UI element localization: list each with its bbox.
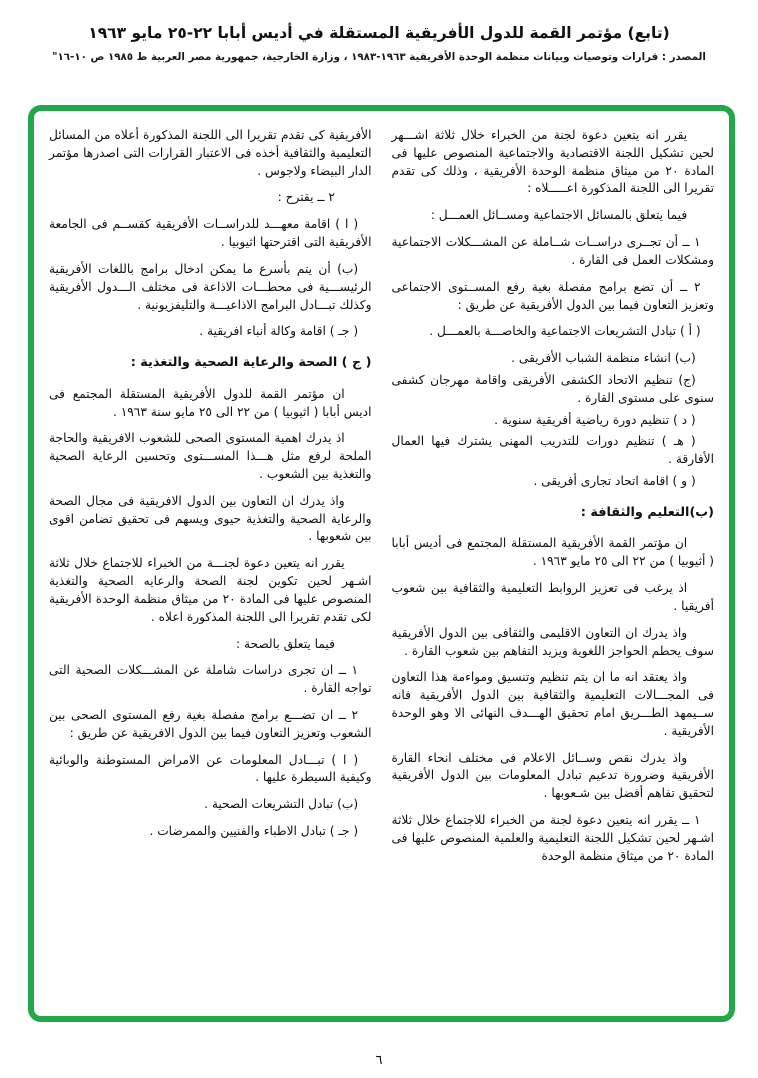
numbered-item: ١ ــ أن تجــرى دراســات شــاملة عن المشـــكلات الاجتماعية ومشكلات العمل فى القارة .: [391, 235, 714, 267]
paragraph: اذ يدرك اهمية المستوى الصحى للشعوب الافريقية والحاجة الملحة لرفع مثل هـــذا المســـتوى وتحسين الرعاية الصحية والتغذية بين الشعوب .: [49, 431, 372, 482]
lettered-item: (ب) أن يتم بأسرع ما يمكن ادخال برامج باللغات الأفريقية الرئيســـية فى محطـــات الاذاعة فى مختلف الـــدول الأفريقية وكذلك تبـــادل البرامج الاذاعيـــة والتليفزيونية .: [49, 261, 372, 312]
paragraph: واذ يدرك ان التعاون بين الدول الافريقية فى مجال الصحة والرعاية الصحية والتغذية حيوى ويسهم فى تحقيق تضامن اقوى بين شعوبها .: [49, 493, 372, 544]
numbered-item: ٢ ــ ان تضـــع برامج مفصلة بغية رفع المستوى الصحى بين الشعوب وتعزيز التعاون فيما بين الدول الافريقية عن طريق :: [49, 707, 372, 740]
numbered-item: ٢ ــ يقترح :: [277, 190, 335, 205]
page-header: [0, 0, 758, 63]
paragraph: يقرر انه يتعين دعوة لجنـــة من الخبراء للاجتماع خلال ثلاثة اشـهر لحين تكوين لجنة الصحة والرعايه الصحية والتغذية المنصوص عليها فى المادة ٢٠ من ميثاق منظمة الوحدة الأفريقية لكى تقدم تقريرا الى اللجنة المذكورة اعلاه .: [49, 556, 372, 624]
lettered-item: ( جـ ) تبادل الاطباء والفنيين والممرضات .: [149, 824, 359, 839]
column-right: [392, 127, 715, 1006]
numbered-item: ٢ ــ أن تضع برامج مفصلة بغية رفع المســتوى الاجتماعى وتعزيز التعاون فيما بين الدول الأفريقية عن طريق :: [391, 279, 714, 312]
paragraph: واذ يدرك ان التعاون الاقليمى والثقافى بين الدول الأفريقية سوف يحطم الحواجز اللغوية ويزيد التفاهم بين شعوب القارة .: [391, 625, 714, 658]
page-number: ٦: [375, 1053, 383, 1068]
page-title: (تابع) مؤتمر القمة للدول الأفريقية المستقلة في أديس أبابا ٢٢-٢٥ مايو ١٩٦٣: [88, 24, 670, 42]
paragraph: الأفريقية كى تقدم تقريرا الى اللجنة المذكورة أعلاه من المسائل التعليمية والثقافية أخذه فى الاعتبار القرارات التى اصدرها مؤتمر الدار البيضاء ولاجوس .: [49, 128, 372, 178]
paragraph: واذ يدرك نقص وســائل الاعلام فى مختلف انحاء القارة الأفريقية وضرورة تدعيم تبادل المعلومات بين الدول الأفريقية لتحقيق تفاهم أفضل بين شـعوبها .: [391, 750, 714, 801]
paragraph: اذ يرغب فى تعزيز الروابط التعليمية والثقافية بين شعوب أفريقيا .: [391, 581, 714, 613]
lettered-item: ( جـ ) اقامة وكالة أنباء افريقية .: [199, 324, 359, 339]
paragraph: فيما يتعلق بالصحة :: [235, 636, 335, 651]
paragraph: ان مؤتمر القمة الأفريقية المستقلة المجتمع فى أديس أبابا ( أثيوبيا ) من ٢٢ الى ٢٥ مايو ١٩٦٣ .: [391, 536, 714, 569]
paragraph: واذ يعتقد انه ما ان يتم تنظيم وتنسيق ومواءمة هذا التعاون فى المجـــالات التعليمية والثقافية بين الدول الأفريقية فانه ســيمهد الطـــريق امام تحقيق الهـــدف النهائى الا وهو الوحدة الأفريقية .: [391, 670, 714, 738]
lettered-item: (ج) تنظيم الاتحاد الكشفى الأفريقى واقامة مهرجان كشفى سنوى على مستوى القارة .: [391, 372, 714, 405]
lettered-item: ( ا ) تبـــادل المعلومات عن الامراض المستوطنة والوبائية وكيفية السيطرة عليها .: [49, 752, 372, 785]
lettered-item: ( أ ) تبادل التشريعات الاجتماعية والخاصـــة بالعمـــل .: [429, 324, 701, 339]
lettered-item: (ب) انشاء منظمة الشباب الأفريقى .: [511, 351, 696, 366]
lettered-item: ( د ) تنظيم دورة رياضية أفريقية سنوية .: [494, 412, 696, 427]
numbered-item: ١ ــ يقرر انه يتعين دعوة لجنة من الخبراء للاجتماع خلال ثلاثة اشـهر لحين تشكيل اللجنة التعليمية والعلمية المنصوص عليها فى المادة ٢٠ من ميثاق منظمة الوحدة: [391, 813, 714, 863]
paragraph: فيما يتعلق بالمسائل الاجتماعية ومســائل العمـــل :: [430, 208, 688, 223]
section-heading: (ب)التعليم والثقافة :: [580, 504, 714, 520]
page-footer: [0, 1053, 758, 1068]
paragraph: ان مؤتمر القمة للدول الأفريقية المستقلة المجتمع فى اديس أبابا ( اثيوبيا ) من ٢٢ الى ٢٥ مايو سنة ١٩٦٣ .: [49, 386, 372, 419]
lettered-item: (ب) تبادل التشريعات الصحية .: [204, 797, 359, 812]
numbered-item: ١ ــ ان تجرى دراسات شاملة عن المشـــكلات الصحية التى تواجه القارة .: [49, 663, 372, 696]
content-box: [28, 105, 735, 1022]
source-line: المصدر : قرارات وتوصيات وبيانات منظمة الوحدة الأفريقية ١٩٦٣-١٩٨٣ ، وزارة الخارجية، جمهورية مصر العربية ط ١٩٨٥ ص ١٠-١٦": [52, 51, 706, 63]
paragraph: يقرر انه يتعين دعوة لجنة من الخبراء خلال ثلاثة اشـــهر لحين تشكيل اللجنة الاقتصادية والاجتماعية المنصوص عليها فى المادة ٢٠ من ميثاق منظمة الوحدة الأفريقية ، وذلك كى تقدم تقريرا الى اللجنة المذكورة اعـــــلاه :: [391, 128, 714, 196]
lettered-item: ( ا ) اقامة معهـــد للدراســات الأفريقية كقســم فى الجامعة الأفريقية التى اقترحتها اثيوبيا .: [49, 217, 372, 250]
lettered-item: ( هـ ) تنظيم دورات للتدريب المهنى يشترك فيها العمال الأفارقة .: [391, 434, 714, 467]
section-heading: ( ج ) الصحة والرعاية الصحية والتغذية :: [130, 355, 372, 371]
column-left: [49, 127, 372, 1006]
lettered-item: ( و ) اقامة اتحاد تجارى أفريقى .: [533, 474, 696, 488]
